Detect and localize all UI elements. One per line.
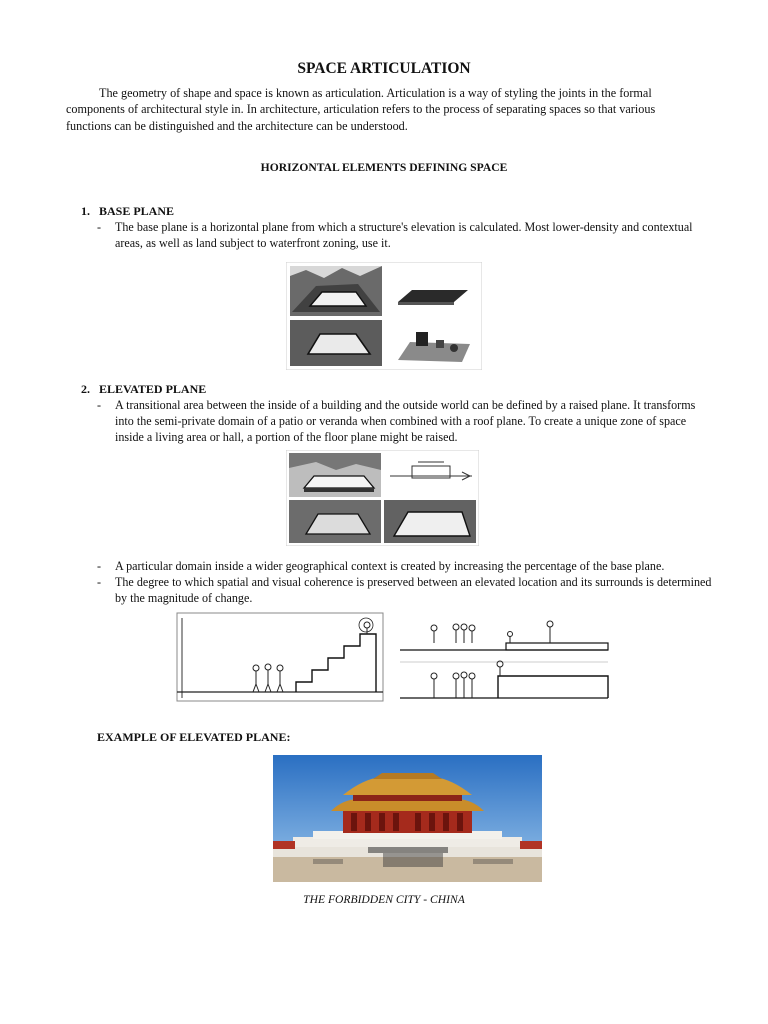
bullet-text: A transitional area between the inside of a building and the outside world can be defined by a raised plane. It transforms into the semi-private domain of a patio or veranda when combined with a roof plane. To create a unique zone of space inside a living area or hall, a portion of the floor plane might be raised. [115,398,696,445]
page-title: SPACE ARTICULATION [297,60,471,77]
item-2-heading: ELEVATED PLANE [99,382,207,396]
item-1-heading: BASE PLANE [99,204,175,218]
forbidden-city-photo [273,755,542,882]
elevated-plane-figure [286,450,479,546]
photo-caption: THE FORBIDDEN CITY - CHINA [303,893,465,906]
item-1-number: 1. [81,204,90,218]
bullet-text: The degree to which spatial and visual coherence is preserved between an elevated location and its surrounds is determined by the magnitude of change. [115,575,712,606]
example-heading: EXAMPLE OF ELEVATED PLANE: [97,730,291,744]
bullet-dash: - [97,220,102,234]
section-heading: HORIZONTAL ELEMENTS DEFINING SPACE [260,161,508,174]
item-2-number: 2. [81,382,90,396]
intro-paragraph: The geometry of shape and space is known as articulation. Articulation is a way of styling the joints in the formal components of architectural style in. In architecture, articulation refers to the process of separating spaces so that various functions can be distinguished and the architecture can be understood. [66,86,656,133]
bullet-text: A particular domain inside a wider geographical context is created by increasing the percentage of the base plane. [115,559,665,573]
bullet-text: The base plane is a horizontal plane from which a structure's elevation is calculated. Most lower-density and contextual areas, as well as land subject to waterfront zoning, use it. [115,220,693,251]
bullet-dash: - [97,398,102,412]
base-plane-figure [286,262,482,370]
bullet-dash: - [97,575,102,589]
stairs-figure [176,612,384,702]
level-change-figure [398,612,612,702]
bullet-dash: - [97,559,102,573]
